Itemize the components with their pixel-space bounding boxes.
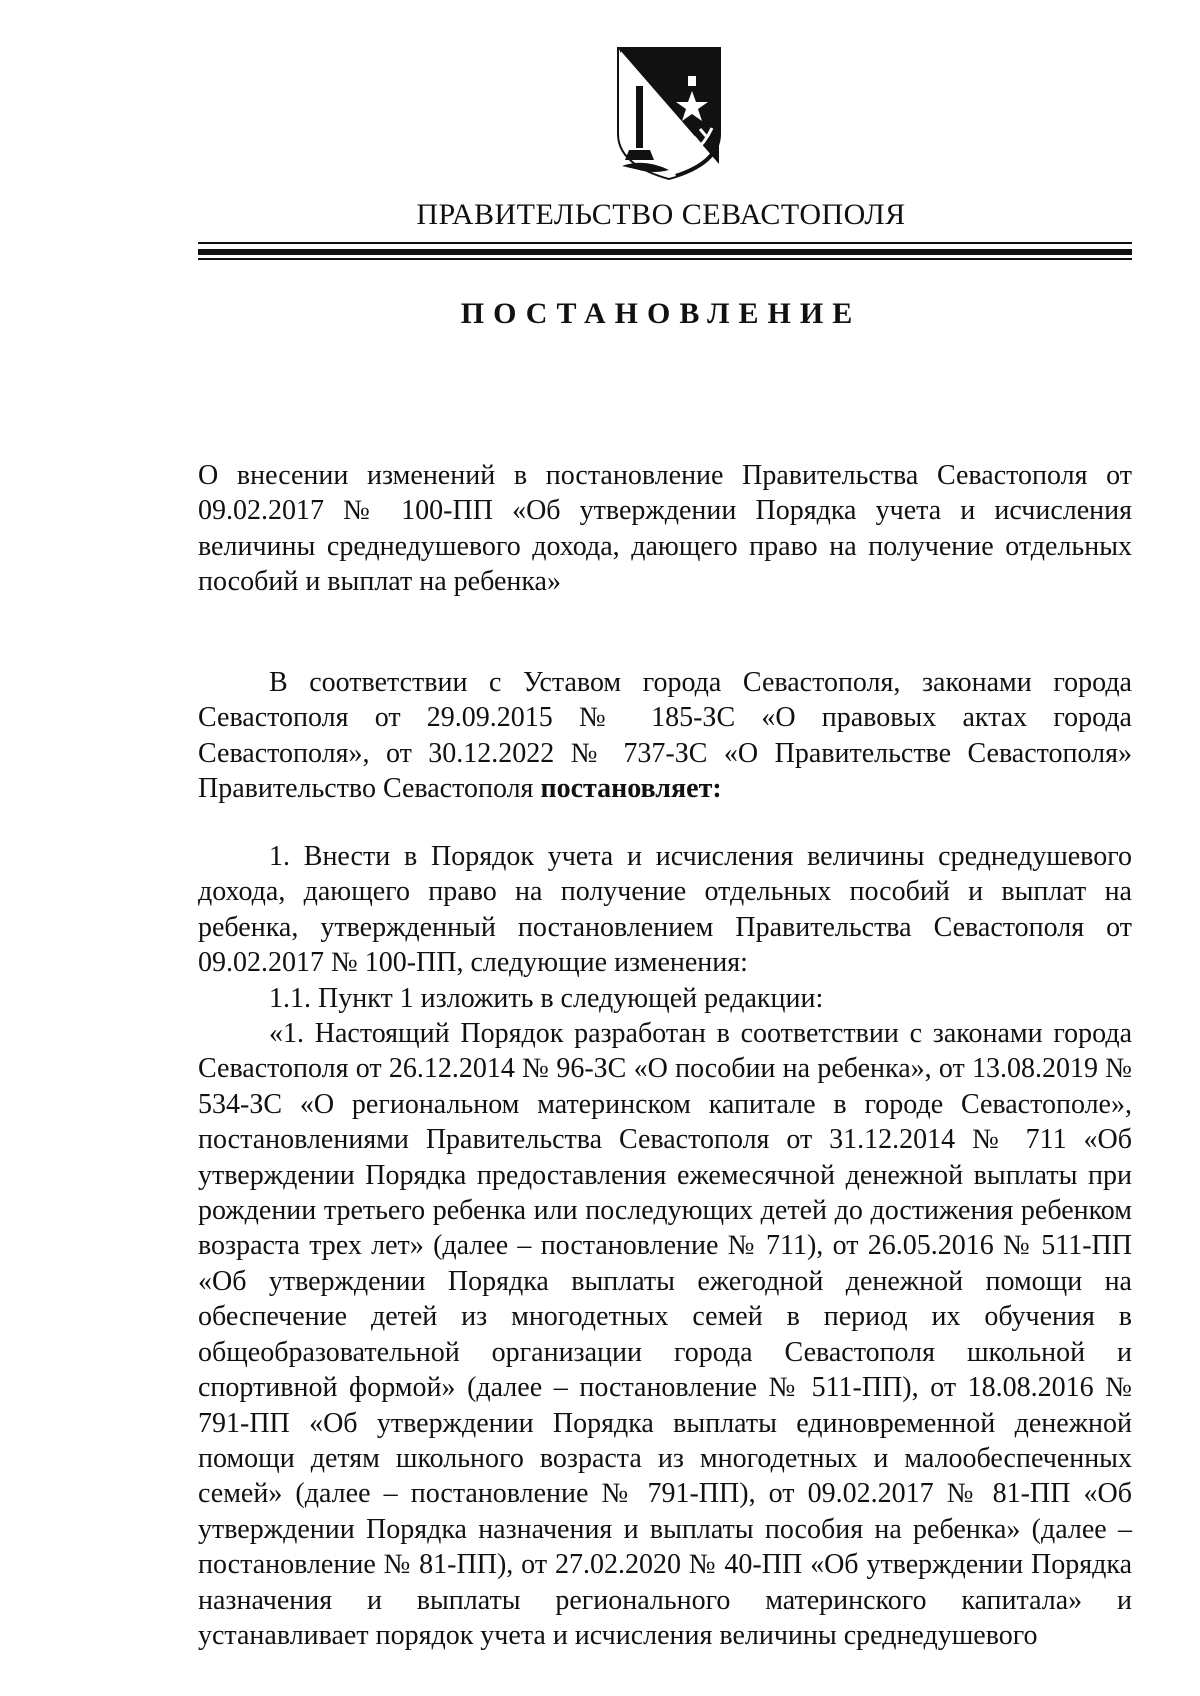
preamble [198, 665, 1132, 807]
preamble-text: В соответствии с Уставом города Севастополя, законами города Севастополя от 29.09.2015 № 185-ЗС «О правовых актах города Севастополя», от 30.12.2022 № 737-ЗС «О Правительстве Севастополя» Правительство Севастополя [198, 667, 1132, 805]
decree-word: постановляет: [540, 773, 722, 805]
paragraph-1-1: 1.1. Пункт 1 изложить в следующей редакции: [269, 982, 824, 1014]
paragraph-1: 1. Внести в Порядок учета и исчисления величины среднедушевого дохода, дающего право на получение отдельных пособий и выплат на ребенка, утвержденный постановлением Правительства Севастополя от 09.02.2017 № 100-ПП, следующие изменения: [198, 841, 1132, 979]
document-subject: О внесении изменений в постановление Правительства Севастополя от 09.02.2017 № 100-ПП «Об утверждении Порядка учета и исчисления величины среднедушевого дохода, дающего право на получение отдельных пособий и выплат на ребенка» [198, 460, 1132, 598]
header-rule-bottom [198, 258, 1132, 260]
header-rule-top [198, 242, 1132, 244]
header-rule-thick [198, 249, 1132, 255]
document-type: ПОСТАНОВЛЕНИЕ [460, 297, 862, 330]
government-name: ПРАВИТЕЛЬСТВО СЕВАСТОПОЛЯ [416, 198, 906, 231]
document-body [198, 839, 1132, 1653]
sevastopol-coat-of-arms-icon [614, 46, 724, 181]
paragraph-quoted-1: «1. Настоящий Порядок разработан в соответствии с законами города Севастополя от 26.12.2014 № 96-ЗС «О пособии на ребенка», от 13.08.2019 № 534-ЗС «О региональном материнском капитале в городе Севастополе», постановлениями Правительства Севастополя от 31.12.2014 № 711 «Об утверждении Порядка предоставления ежемесячной денежной выплаты при рождении третьего ребенка или последующих детей до достижения ребенком возраста трех лет» (далее – постановление № 711), от 26.05.2016 № 511-ПП «Об утверждении Порядка выплаты ежегодной денежной помощи на обеспечение детей из многодетных семей в период их обучения в общеобразовательной организации города Севастополя школьной и спортивной формой» (далее – постановление № 511-ПП), от 18.08.2016 № 791-ПП «Об утверждении Порядка выплаты единовременной денежной помощи детям школьного возраста из многодетных и малообеспеченных семей» (далее – постановление № 791-ПП), от 09.02.2017 № 81-ПП «Об утверждении Порядка назначения и выплаты пособия на ребенка» (далее – постановление № 81-ПП), от 27.02.2020 № 40-ПП «Об утверждении Порядка назначения и выплаты регионального материнского капитала» и устанавливает порядок учета и исчисления величины среднедушевого [198, 1018, 1132, 1651]
